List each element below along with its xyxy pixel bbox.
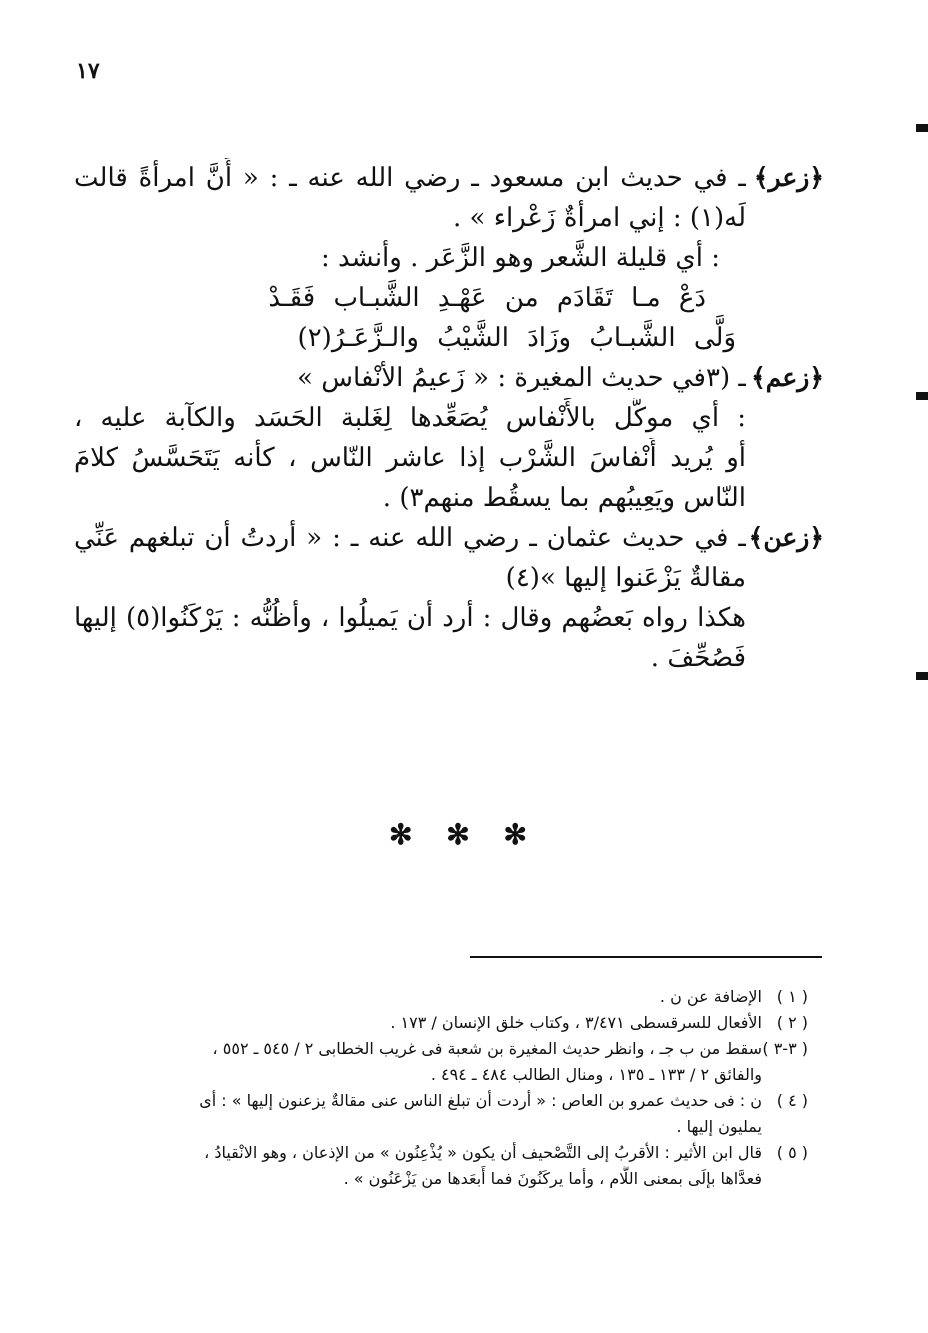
entry-line: النّاس ويَعِيبُهم بما يسقُط منهم٣) . (382, 483, 746, 513)
entry-keyword: ﴿زعن﴾ (748, 523, 824, 552)
section-separator: ✻ ✻ ✻ (389, 818, 539, 851)
footnote-text (66, 1140, 762, 1192)
footnote-text (66, 1088, 762, 1140)
entry-line: أو يُريد أَنْفاسَ الشَّرْب إذا عاشر النّاس ، كأنه يَتَحَسَّسُ كلامَ (74, 443, 746, 473)
footnote (66, 1140, 808, 1192)
footnote (66, 1010, 808, 1036)
entry-body (74, 158, 746, 358)
footnote-line: قال ابن الأثير : الأقربُ إلى التَّصْحيف أن يكون « يُذْعِنُون » من الإذعان ، وهو الانْقيادُ ، (204, 1143, 762, 1162)
footnote (66, 1088, 808, 1140)
footnote-line: يمليون إليها . (676, 1117, 762, 1136)
footnote-text (66, 1036, 762, 1088)
entry-line: ـ في حديث ابن مسعود ـ رضي الله عنه ـ : « أَنَّ امرأةً قالت (74, 163, 746, 193)
footnotes (66, 984, 808, 1192)
entry-body (74, 518, 746, 678)
footnote-text (66, 984, 762, 1010)
footnote-line: الأفعال للسرقسطى ٣/٤٧١ ، وكتاب خلق الإنسان / ١٧٣ . (390, 1013, 762, 1032)
entry-zaan (74, 518, 824, 678)
footnote-line: ن : فى حديث عمرو بن العاص : « أردت أن تبلغ الناس عنى مقالةٌ يزعنون إليها » : أى (199, 1091, 762, 1110)
footnote-number: ( ١ ) (776, 987, 808, 1006)
footnote (66, 984, 808, 1010)
entry-line: ـ في حديث عثمان ـ رضي الله عنه ـ : « أردتُ أن تبلغهم عَنِّي (74, 523, 746, 553)
entry-zaar (74, 158, 824, 358)
page-number: ١٧ (76, 58, 100, 84)
edge-mark (916, 392, 928, 400)
entry-line: ـ (٣في حديث المغيرة : « زَعيمُ الأنْفاس » (297, 363, 746, 393)
entry-keyword: ﴿زعر﴾ (753, 163, 824, 192)
footnote-number: ( ٢ ) (776, 1013, 808, 1032)
footnote-line: فعدَّاها بإلَى بمعنى اللَّام ، وأما يركَنُونَ فما أَبعَدها من يَزْعَنُون » . (343, 1169, 762, 1188)
entry-line: : أي قليلة الشَّعر وهو الزَّعَر . وأنشد : (320, 243, 720, 273)
entry-line: فَصُحِّفَ . (650, 643, 746, 673)
entry-line: مقالةٌ يَزْعَنوا إليها »(٤) (505, 563, 746, 593)
poem-verse: وَلَّى الشَّبـابُ وزَادَ الشَّيْبُ والـزَّعَـرُ(٢) (297, 323, 736, 353)
poem-verse: دَعْ مـا تَقَادَم من عَهْـدِ الشَّبـاب فَقَـدْ (268, 283, 706, 313)
entry-line: هكذا رواه بَعضُهم وقال : أرد أن يَميلُوا ، وأظُنُّه : يَرْكَنُوا(٥) إليها (74, 603, 746, 633)
edge-mark (916, 672, 928, 680)
entry-line: لَه(١) : إني امرأةٌ زَعْراء » . (453, 203, 746, 233)
footnote (66, 1036, 808, 1088)
footnote-line: والفائق ٢ / ١٣٣ ـ ١٣٥ ، ومنال الطالب ٤٨٤ ـ ٤٩٤ . (430, 1065, 762, 1084)
entry-line: : أي موكَّل بالأَنْفاس يُصَعِّدها لِغَلبة الحَسَد والكآبة عليه ، (74, 403, 746, 433)
edge-mark (916, 124, 928, 132)
entry-body (74, 358, 746, 518)
footnote-number: ( ٣-٣ ) (762, 1039, 808, 1058)
footnote-divider (470, 956, 822, 958)
footnote-number: ( ٥ ) (776, 1143, 808, 1162)
footnote-number: ( ٤ ) (776, 1091, 808, 1110)
footnote-line: سقط من ب جـ ، وانظر حديث المغيرة بن شعبة فى غريب الخطابى ٢ / ٥٤٥ ـ ٥٥٢ ، (212, 1039, 762, 1058)
entry-keyword: ﴿زعم﴾ (751, 363, 824, 392)
footnote-text (66, 1010, 762, 1036)
footnote-line: الإضافة عن ن . (659, 987, 762, 1006)
entry-zaam (74, 358, 824, 518)
dictionary-entries (74, 158, 824, 678)
